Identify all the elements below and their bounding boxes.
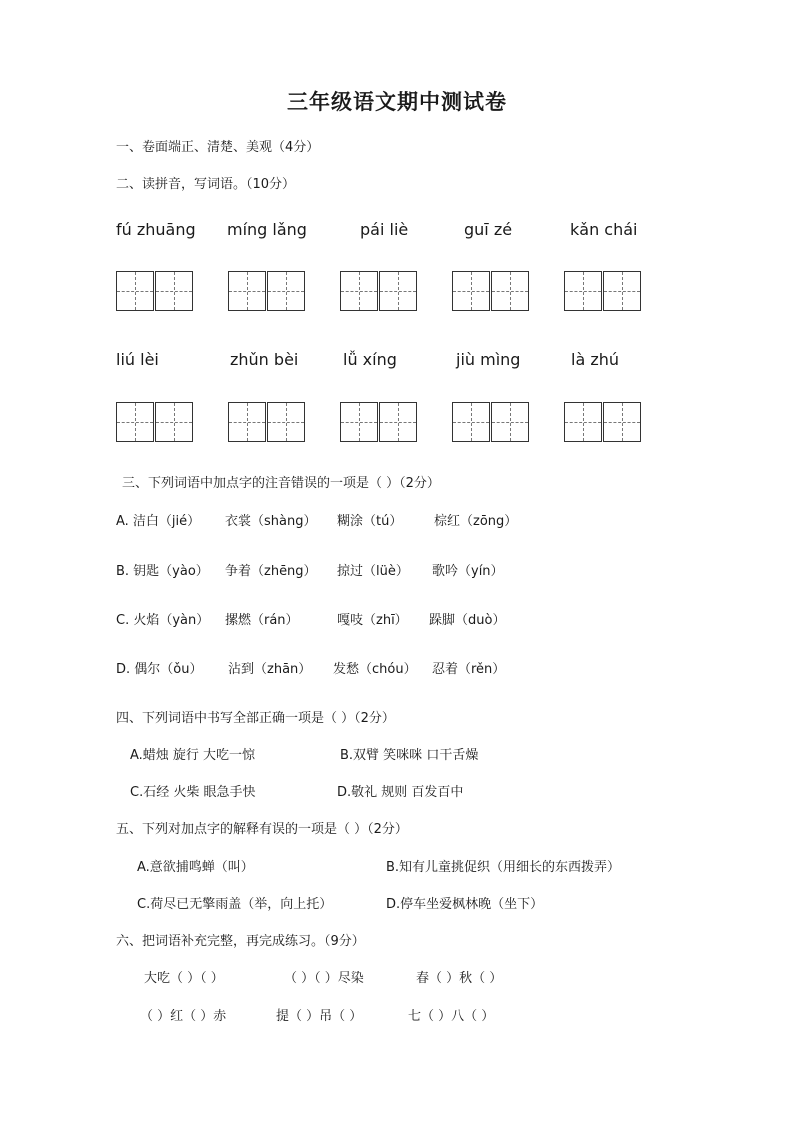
q3-option-b-2: 争着（zhēng） xyxy=(225,564,317,579)
answer-grid[interactable] xyxy=(564,271,642,311)
q3-option-d-3: 发愁（chóu） xyxy=(333,662,417,677)
q5-option-d: D.停车坐爱枫林晚（坐下） xyxy=(386,897,544,912)
answer-grid[interactable] xyxy=(228,271,306,311)
answer-grid[interactable] xyxy=(452,402,530,442)
q3-option-c-4: 跺脚（duò） xyxy=(429,613,506,628)
q3-option-b-3: 掠过（lüè） xyxy=(337,564,409,579)
pinyin-9: jiù mìng xyxy=(456,350,521,369)
q3-option-a-2: 衣裳（shàng） xyxy=(225,514,317,529)
q3-option-c-3: 嘎吱（zhī） xyxy=(337,613,408,628)
q5-option-c: C.荷尽已无擎雨盖（举，向上托） xyxy=(137,897,333,912)
q3-option-b-1: B. 钥匙（yào） xyxy=(116,564,209,579)
q4-option-a: A.蜡烛 旋行 大吃一惊 xyxy=(130,748,256,763)
pinyin-5: kǎn chái xyxy=(570,220,638,239)
question-6: 六、把词语补充完整，再完成练习。（9分） xyxy=(116,934,365,949)
pinyin-8: lǚ xíng xyxy=(343,350,397,369)
question-2: 二、读拼音，写词语。（10分） xyxy=(116,177,296,192)
q4-option-b: B.双臂 笑咪咪 口干舌燥 xyxy=(340,748,479,763)
q3-option-a-3: 糊涂（tú） xyxy=(337,514,403,529)
q6-blank-1: 大吃（ ）（ ） xyxy=(144,971,224,986)
q3-option-d-2: 沾到（zhān） xyxy=(228,662,312,677)
pinyin-3: pái liè xyxy=(360,220,409,239)
question-3: 三、下列词语中加点字的注音错误的一项是（ ）（2分） xyxy=(122,476,440,491)
pinyin-2: míng lǎng xyxy=(227,220,307,239)
q3-option-c-1: C. 火焰（yàn） xyxy=(116,613,210,628)
question-5: 五、下列对加点字的解释有误的一项是（ ）（2分） xyxy=(116,822,408,837)
q6-blank-4: （ ）红（ ）赤 xyxy=(140,1009,227,1024)
answer-grid[interactable] xyxy=(340,271,418,311)
q5-option-b: B.知有儿童挑促织（用细长的东西拨弄） xyxy=(386,860,621,875)
q3-option-d-4: 忍着（rěn） xyxy=(432,662,506,677)
answer-grid[interactable] xyxy=(228,402,306,442)
pinyin-10: là zhú xyxy=(571,350,620,369)
question-4: 四、下列词语中书写全部正确一项是（ ）（2分） xyxy=(116,711,395,726)
q3-option-d-1: D. 偶尔（ǒu） xyxy=(116,662,203,677)
q6-blank-6: 七（ ）八（ ） xyxy=(408,1009,495,1024)
q3-option-a-4: 棕红（zōng） xyxy=(434,514,518,529)
q6-blank-3: 春（ ）秋（ ） xyxy=(416,971,503,986)
answer-grid[interactable] xyxy=(116,402,194,442)
answer-grid[interactable] xyxy=(564,402,642,442)
question-1: 一、卷面端正、清楚、美观（4分） xyxy=(116,140,320,155)
pinyin-1: fú zhuāng xyxy=(116,220,196,239)
page-title: 三年级语文期中测试卷 xyxy=(287,89,507,114)
answer-grid[interactable] xyxy=(452,271,530,311)
answer-grid[interactable] xyxy=(340,402,418,442)
answer-grid[interactable] xyxy=(116,271,194,311)
q6-blank-5: 提（ ）吊（ ） xyxy=(276,1009,363,1024)
q3-option-b-4: 歌吟（yín） xyxy=(432,564,504,579)
pinyin-7: zhǔn bèi xyxy=(230,350,299,369)
pinyin-4: guī zé xyxy=(464,220,513,239)
q6-blank-2: （ ）（ ）尽染 xyxy=(284,971,364,986)
q3-option-c-2: 摞燃（rán） xyxy=(225,613,299,628)
q5-option-a: A.意欲捕鸣蝉（叫） xyxy=(137,860,254,875)
q4-option-d: D.敬礼 规则 百发百中 xyxy=(337,785,464,800)
pinyin-6: liú lèi xyxy=(116,350,159,369)
q4-option-c: C.石经 火柴 眼急手快 xyxy=(130,785,256,800)
q3-option-a-1: A. 洁白（jié） xyxy=(116,514,201,529)
